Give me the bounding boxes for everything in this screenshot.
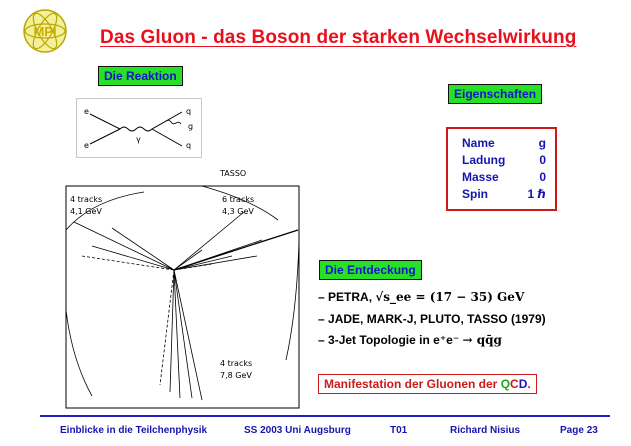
bullet-dash: – xyxy=(318,290,325,304)
property-key: Ladung xyxy=(462,153,506,167)
property-value: 0 xyxy=(539,170,546,184)
topology-formula: → qq̄g xyxy=(462,333,502,347)
discovery-label: Die Entdeckung xyxy=(319,260,422,280)
qcd-d: D xyxy=(518,377,528,391)
page-number: 23 xyxy=(586,425,598,436)
logo-text: MPI xyxy=(33,24,57,39)
discovery-item-petra xyxy=(318,290,524,304)
diagram-e-bottom: e xyxy=(84,141,89,150)
qcd-c: C xyxy=(510,377,519,391)
diagram-q-bottom: q xyxy=(186,141,192,150)
manifestation-box xyxy=(318,374,537,394)
diagram-e-top: e xyxy=(84,107,89,116)
footer-divider xyxy=(40,415,610,417)
mpi-logo xyxy=(22,8,68,54)
properties-label: Eigenschaften xyxy=(448,84,542,104)
right-tracks: 6 tracks xyxy=(222,195,255,204)
feynman-diagram xyxy=(76,98,202,158)
footer-page xyxy=(560,425,598,436)
footer-course: Einblicke in die Teilchenphysik xyxy=(60,425,208,436)
petra-label: PETRA, xyxy=(328,290,373,304)
bottom-energy: 7,8 GeV xyxy=(220,371,252,380)
footer-term: SS 2003 Uni Augsburg xyxy=(244,425,351,436)
manifestation-suffix: . xyxy=(527,377,531,391)
bottom-tracks: 4 tracks xyxy=(220,359,253,368)
left-tracks: 4 tracks xyxy=(70,195,103,204)
diagram-g: g xyxy=(188,122,194,131)
property-key: Name xyxy=(462,136,495,150)
property-value: 0 xyxy=(539,153,546,167)
experiments-text: JADE, MARK-J, PLUTO, TASSO (1979) xyxy=(328,312,546,326)
left-energy: 4,1 GeV xyxy=(70,207,102,216)
qcd-q: Q xyxy=(500,377,511,391)
event-display xyxy=(52,160,314,410)
experiment-label: TASSO xyxy=(220,169,247,178)
bullet-dash: – xyxy=(318,312,325,326)
bullet-dash: – xyxy=(318,333,325,347)
energy-formula: √s_ee = (17 − 35) GeV xyxy=(375,290,525,304)
property-key: Masse xyxy=(462,170,499,184)
property-value: 1 ℏ xyxy=(527,187,546,201)
page-title: Das Gluon - das Boson der starken Wechselwirkung xyxy=(100,27,577,48)
discovery-item-topology xyxy=(318,333,502,347)
topology-text: 3-Jet Topologie in e⁺e⁻ xyxy=(328,333,460,347)
diagram-gamma: γ xyxy=(136,135,141,144)
page-label: Page xyxy=(560,425,584,436)
diagram-q-top: q xyxy=(186,107,192,116)
property-value: g xyxy=(538,136,546,150)
discovery-item-experiments xyxy=(318,312,546,326)
property-key: Spin xyxy=(462,187,488,201)
footer-code: T01 xyxy=(390,425,408,436)
manifestation-text: Manifestation der Gluonen der xyxy=(324,377,501,391)
footer-author: Richard Nisius xyxy=(450,425,521,436)
right-energy: 4,3 GeV xyxy=(222,207,254,216)
properties-table xyxy=(446,127,557,211)
reaction-label: Die Reaktion xyxy=(98,66,183,86)
